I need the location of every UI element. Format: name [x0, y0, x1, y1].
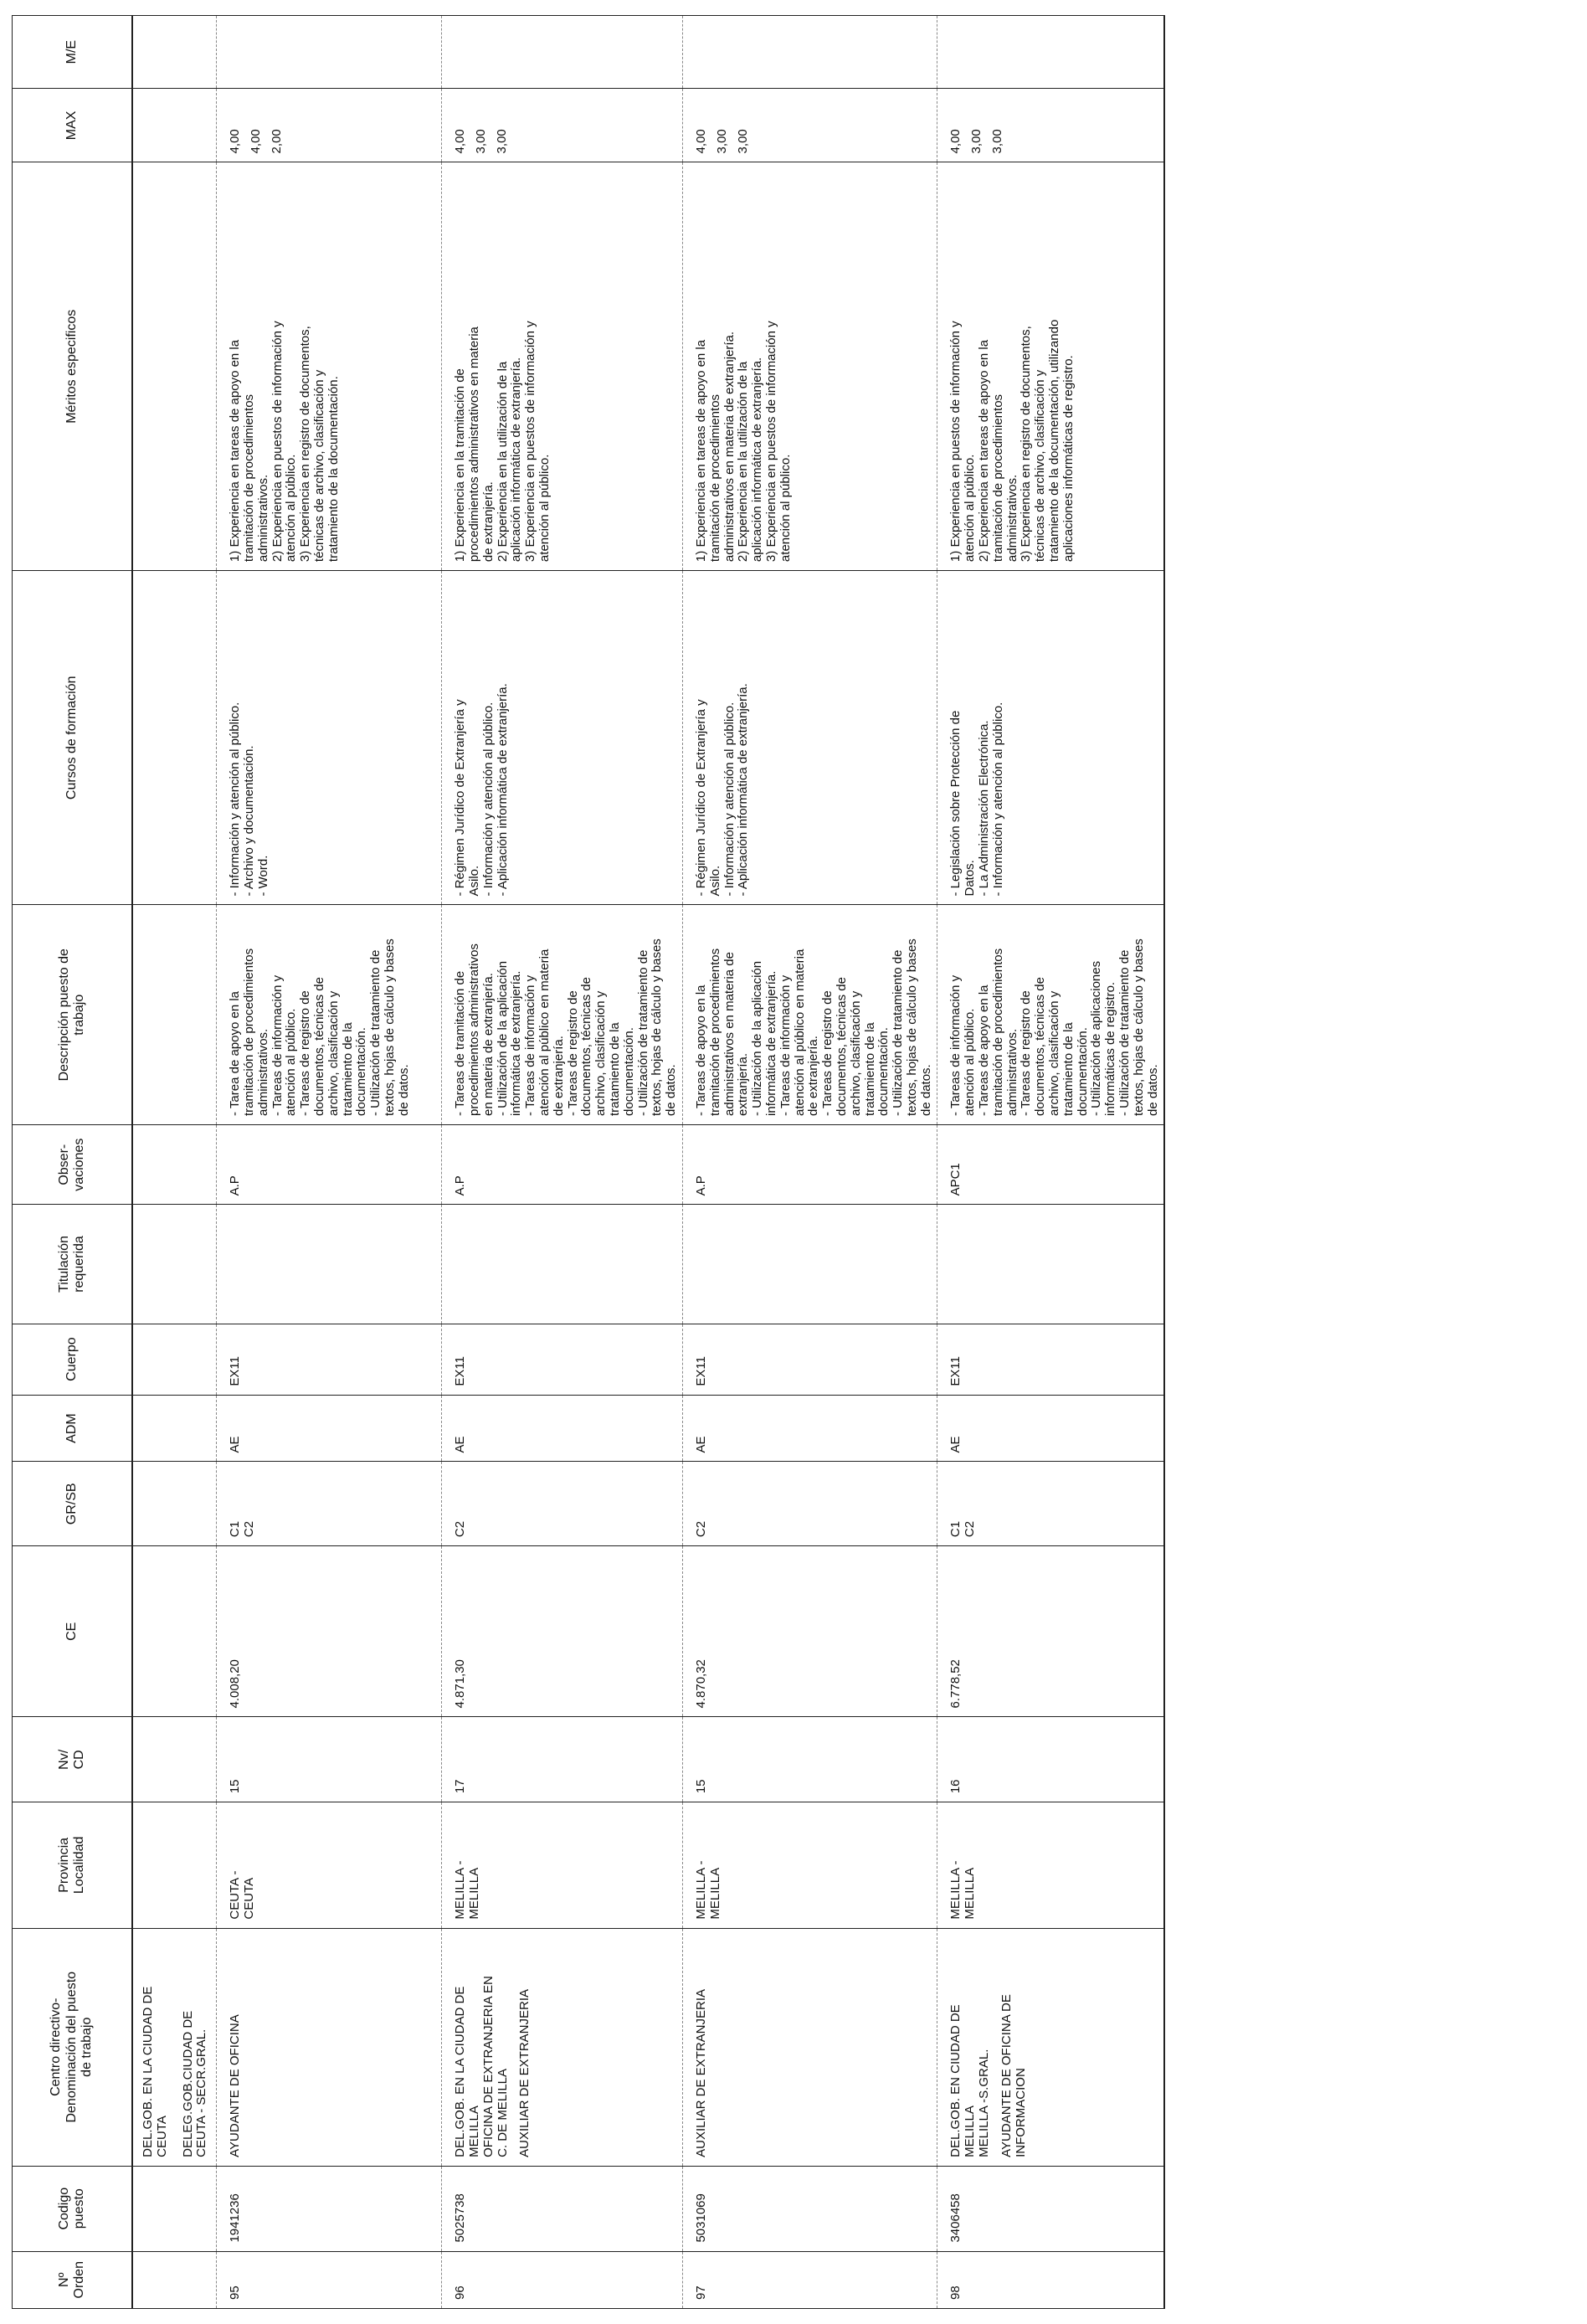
- group-header-row: [132, 16, 217, 2309]
- cell-adm: AE: [442, 1395, 683, 1462]
- cell-titulacion: [682, 1205, 937, 1324]
- cell-meritos: 1) Experiencia en tareas de apoyo en la tramitación de procedimientos administrativos en materia de extranjería. 2) Experiencia en la utilización de la aplicación informática de extranjería. 3) Experiencia en puestos de información y atención al público.: [682, 162, 937, 571]
- cell-observaciones: A.P: [442, 1124, 683, 1204]
- cell-titulacion: [937, 1205, 1164, 1324]
- cell-cursos: - Legislación sobre Protección de Datos. - La Administración Electrónica. - Información y atención al público.: [937, 571, 1164, 905]
- cell-cursos: - Régimen Jurídico de Extranjería y Asilo. - Información y atención al público. - Aplicación informática de extranjería.: [682, 571, 937, 905]
- header-nivel: Nv/ CD: [13, 1717, 133, 1802]
- cell-observaciones: APC1: [937, 1124, 1164, 1204]
- cell-ce: 6.778,52: [937, 1546, 1164, 1717]
- cell-nivel: 15: [217, 1717, 442, 1802]
- cell-orden: 95: [217, 2251, 442, 2308]
- cell-ce: 4.871,30: [442, 1546, 683, 1717]
- cell-provincia: MELILLA - MELILLA: [937, 1802, 1164, 1928]
- cell-descripcion: - Tareas de información y atención al público. - Tareas de apoyo en la tramitación de procedimientos administrativos. - Tareas de registro de documentos, técnicas de archivo, clasificación y tratamiento de la documentación. - Utilización de aplicaciones informáticas de registro. - Utilización de tratamiento de textos, hojas de cálculo y bases de datos.: [937, 905, 1164, 1124]
- cell-centro: [682, 1928, 937, 2166]
- cell-centro-directivo: DEL.GOB. EN LA CIUDAD DE MELILLA OFICINA DE EXTRANJERIA EN C. DE MELILLA: [453, 1976, 510, 2157]
- cell-grupo: C1 C2: [217, 1462, 442, 1546]
- header-adm: ADM: [13, 1395, 133, 1462]
- cell-centro-directivo: DEL.GOB. EN CIUDAD DE MELILLA MELILLA -S.GRAL.: [948, 2004, 992, 2157]
- cell-grupo: C1 C2: [937, 1462, 1164, 1546]
- cell-descripcion: - Tarea de apoyo en la tramitación de procedimientos administrativos. - Tareas de información y atención al público. - Tareas de registro de documentos, técnicas de archivo, clasificación y tratamiento de la documentación. - Utilización de tratamiento de textos, hojas de cálculo y bases de datos.: [217, 905, 442, 1124]
- header-cuerpo: Cuerpo: [13, 1324, 133, 1395]
- max-value: 3,00: [473, 129, 488, 154]
- cell-orden: 96: [442, 2251, 683, 2308]
- cell-cursos: - Régimen Jurídico de Extranjería y Asilo. - Información y atención al público. - Aplicación informática de extranjería.: [442, 571, 683, 905]
- max-value: 4,00: [948, 129, 963, 154]
- header-observaciones: Obser- vaciones: [13, 1124, 133, 1204]
- cell-observaciones: A.P: [217, 1124, 442, 1204]
- header-descripcion: Descripción puesto de trabajo: [13, 905, 133, 1124]
- cell-meritos: 1) Experiencia en la tramitación de procedimientos administrativos en materia de extranjería. 2) Experiencia en la utilización de la aplicación informática de extranjería. 3) Experiencia en puestos de información y atención al público.: [442, 162, 683, 571]
- header-me: M/E: [13, 16, 133, 89]
- header-provincia: Provincia Localidad: [13, 1802, 133, 1928]
- cell-adm: AE: [682, 1395, 937, 1462]
- header-titulacion: Titulación requerida: [13, 1205, 133, 1324]
- max-value: 4,00: [693, 129, 708, 154]
- max-value: 4,00: [228, 129, 243, 154]
- cell-denominacion: AYUDANTE DE OFICINA DE INFORMACION: [999, 1994, 1028, 2157]
- header-max: MAX: [13, 89, 133, 162]
- cell-descripcion: - Tareas de tramitación de procedimientos administrativos en materia de extranjería. - Utilización de la aplicación informática de extranjería. - Tareas de información y atención al público en materia de extranjería. - Tareas de registro de documentos, técnicas de archivo, clasificación y tratamiento de la documentación. - Utilización de tratamiento de textos, hojas de cálculo y bases de datos.: [442, 905, 683, 1124]
- cell-max: [937, 89, 1164, 162]
- cell-cuerpo: EX11: [217, 1324, 442, 1395]
- max-value: 4,00: [453, 129, 468, 154]
- cell-centro: [937, 1928, 1164, 2166]
- cell-me: [442, 16, 683, 89]
- header-centro: Centro directivo- Denominación del puesto de trabajo: [13, 1928, 133, 2166]
- cell-codigo: 5031069: [682, 2166, 937, 2251]
- max-value: 3,00: [990, 129, 1005, 154]
- table-row: [937, 16, 1164, 2309]
- cell-grupo: C2: [442, 1462, 683, 1546]
- max-value: 4,00: [248, 129, 263, 154]
- cell-observaciones: A.P: [682, 1124, 937, 1204]
- cell-nivel: 16: [937, 1717, 1164, 1802]
- header-codigo: Codigo puesto: [13, 2166, 133, 2251]
- cell-denominacion: AUXILIAR DE EXTRANJERIA: [693, 1988, 708, 2157]
- max-value: 3,00: [735, 129, 750, 154]
- group-centro-line1: DEL.GOB. EN LA CIUDAD DE CEUTA: [141, 1986, 169, 2157]
- cell-me: [217, 16, 442, 89]
- cell-adm: AE: [937, 1395, 1164, 1462]
- header-row: [13, 16, 133, 2309]
- cell-denominacion: AUXILIAR DE EXTRANJERIA: [517, 1988, 532, 2157]
- cell-ce: 4.008,20: [217, 1546, 442, 1717]
- cell-adm: AE: [217, 1395, 442, 1462]
- cell-ce: 4.870,32: [682, 1546, 937, 1717]
- cell-codigo: 1941236: [217, 2166, 442, 2251]
- cell-nivel: 17: [442, 1717, 683, 1802]
- cell-max: [682, 89, 937, 162]
- max-value: 3,00: [494, 129, 509, 154]
- cell-me: [937, 16, 1164, 89]
- max-value: 2,00: [269, 129, 284, 154]
- header-ce: CE: [13, 1546, 133, 1717]
- cell-nivel: 15: [682, 1717, 937, 1802]
- cell-meritos: 1) Experiencia en tareas de apoyo en la tramitación de procedimientos administrativos. 2) Experiencia en puestos de información y atención al público. 3) Experiencia en registro de documentos, técnicas de archivo, clasificación y tratamiento de la documentación.: [217, 162, 442, 571]
- header-orden: Nº Orden: [13, 2251, 133, 2308]
- cell-provincia: MELILLA - MELILLA: [442, 1802, 683, 1928]
- cell-provincia: MELILLA - MELILLA: [682, 1802, 937, 1928]
- max-value: 3,00: [969, 129, 984, 154]
- cell-titulacion: [442, 1205, 683, 1324]
- group-centro-line2: DELEG.GOB.CIUDAD DE CEUTA - SECR.GRAL.: [180, 2010, 209, 2157]
- cell-cuerpo: EX11: [937, 1324, 1164, 1395]
- table-row: [682, 16, 937, 2309]
- table-row: [442, 16, 683, 2309]
- cell-grupo: C2: [682, 1462, 937, 1546]
- header-cursos: Cursos de formación: [13, 571, 133, 905]
- cell-orden: 98: [937, 2251, 1164, 2308]
- table-row: [217, 16, 442, 2309]
- job-positions-table: [12, 15, 1165, 2309]
- header-grupo: GR/SB: [13, 1462, 133, 1546]
- cell-centro: [442, 1928, 683, 2166]
- group-centro: [132, 1928, 217, 2166]
- cell-cuerpo: EX11: [682, 1324, 937, 1395]
- cell-codigo: 5025738: [442, 2166, 683, 2251]
- cell-meritos: 1) Experiencia en puestos de información y atención al público. 2) Experiencia en tareas de apoyo en la tramitación de procedimientos administrativos. 3) Experiencia en registro de documentos, técnicas de archivo, clasificación y tratamiento de la documentación, utilizando aplicaciones informáticas de registro.: [937, 162, 1164, 571]
- cell-descripcion: - Tareas de apoyo en la tramitación de procedimientos administrativos en materia de extranjería. - Utilización de la aplicación informática de extranjería. - Tareas de información y atención al público en materia de extranjería. - Tareas de registro de documentos, técnicas de archivo, clasificación y tratamiento de la documentación. - Utilización de tratamiento de textos, hojas de cálculo y bases de datos.: [682, 905, 937, 1124]
- cell-max: [217, 89, 442, 162]
- header-meritos: Méritos especificos: [13, 162, 133, 571]
- cell-denominacion: AYUDANTE DE OFICINA: [228, 2014, 243, 2157]
- max-value: 3,00: [714, 129, 729, 154]
- cell-orden: 97: [682, 2251, 937, 2308]
- cell-centro: [217, 1928, 442, 2166]
- cell-max: [442, 89, 683, 162]
- cell-cursos: - Información y atención al público. - Archivo y documentación. - Word.: [217, 571, 442, 905]
- cell-codigo: 3406458: [937, 2166, 1164, 2251]
- cell-titulacion: [217, 1205, 442, 1324]
- cell-cuerpo: EX11: [442, 1324, 683, 1395]
- cell-provincia: CEUTA - CEUTA: [217, 1802, 442, 1928]
- cell-me: [682, 16, 937, 89]
